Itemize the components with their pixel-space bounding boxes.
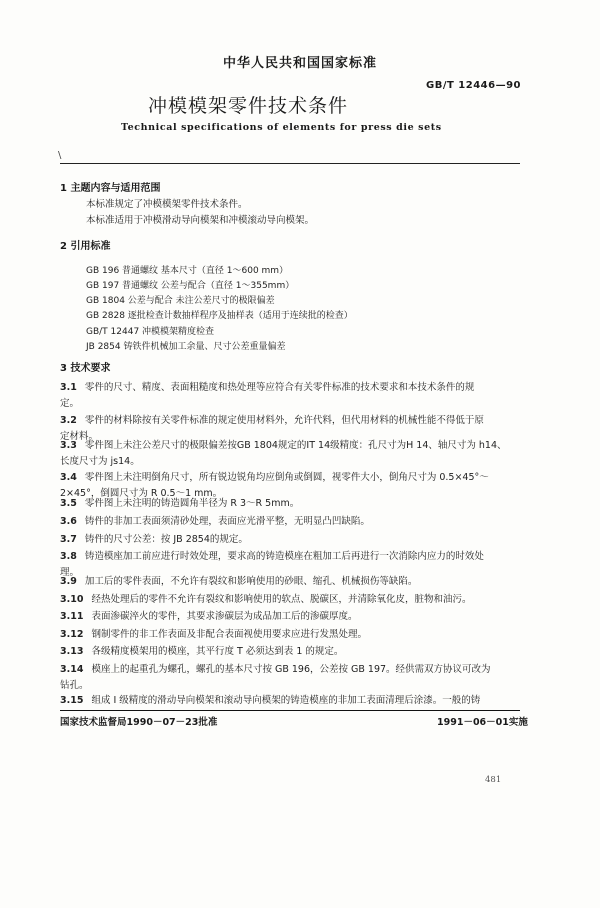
clause-number: 3.12 [60, 629, 84, 640]
margin-mark: \ [58, 150, 62, 161]
clause-continuation: 定材料。 [60, 431, 99, 442]
clause-line [60, 495, 299, 509]
referenced-standard: GB 1804 公差与配合 未注公差尺寸的极限偏差 [86, 296, 275, 306]
clause-continuation: 2×45°，倒圆尺寸为 R 0.5～1 mm。 [60, 488, 223, 499]
clause-number: 3.15 [60, 695, 84, 706]
clause-line [60, 379, 474, 393]
clause-text: 铸件的尺寸公差：按 JB 2854的规定。 [84, 534, 248, 545]
clause-line [60, 412, 484, 426]
section-2-heading: 2 引用标准 [60, 241, 111, 252]
footer-rule [60, 710, 520, 711]
clause-text: 组成 I 级精度的滑动导向模架和滚动导向模架的铸造模座的非加工表面清理后涂漆。一般的铸 [91, 695, 481, 706]
section-1-paragraph: 本标准规定了冲模模架零件技术条件。 [86, 199, 248, 210]
clause-number: 3.3 [60, 440, 77, 451]
referenced-standard: GB 197 普通螺纹 公差与配合（直径 1～355mm） [86, 281, 295, 291]
referenced-standard: GB 196 普通螺纹 基本尺寸（直径 1～600 mm） [86, 266, 289, 276]
clause-text: 铸造模座加工前应进行时效处理，要求高的铸造模座在粗加工后再进行一次消除内应力的时效处 [84, 551, 484, 562]
clause-text: 钢制零件的非工作表面及非配合表面视使用要求应进行发黑处理。 [91, 629, 367, 640]
standard-code: GB/T 12446—90 [426, 80, 521, 91]
clause-line [60, 626, 367, 640]
implementation-date: 1991－06－01实施 [437, 717, 528, 728]
clause-line [60, 573, 417, 587]
clause-text: 各级精度模架用的模座，其平行度 T 必须达到表 1 的规定。 [91, 646, 344, 657]
clause-text: 零件图上未注明倒角尺寸，所有锐边锐角均应倒角或倒圆，视零件大小，倒角尺寸为 0.5×45°～ [84, 472, 489, 483]
clause-text: 铸件的非加工表面须清砂处理，表面应光滑平整，无明显凸凹缺陷。 [84, 516, 370, 527]
clause-number: 3.1 [60, 382, 77, 393]
referenced-standard: GB/T 12447 冲模模架精度检查 [86, 327, 215, 337]
clause-line [60, 513, 370, 527]
clause-text: 零件的材料除按有关零件标准的规定使用材料外，允许代料，但代用材料的机械性能不得低于原 [84, 415, 484, 426]
referenced-standard: JB 2854 铸铁件机械加工余量、尺寸公差重量偏差 [86, 342, 286, 352]
clause-number: 3.10 [60, 594, 84, 605]
document-title-english: Technical specifications of elements for press die sets [121, 122, 442, 133]
clause-text: 零件图上未注公差尺寸的极限偏差按GB 1804规定的IT 14级精度：孔尺寸为H 14、轴尺寸为 h14、 [84, 440, 507, 451]
section-3-heading: 3 技术要求 [60, 363, 111, 374]
clause-number: 3.13 [60, 646, 84, 657]
clause-line [60, 469, 489, 483]
clause-line [60, 643, 343, 657]
clause-line [60, 661, 491, 675]
header-rule [60, 163, 520, 164]
clause-text: 零件的尺寸、精度、表面粗糙度和热处理等应符合有关零件标准的技术要求和本技术条件的规 [84, 382, 475, 393]
clause-text: 加工后的零件表面，不允许有裂纹和影响使用的砂眼、缩孔、机械损伤等缺陷。 [84, 576, 418, 587]
clause-continuation: 理。 [60, 567, 80, 578]
section-1-paragraph: 本标准适用于冲模滑动导向模架和冲模滚动导向模架。 [86, 215, 315, 226]
clause-text: 表面渗碳淬火的零件，其要求渗碳层为成品加工后的渗碳厚度。 [91, 611, 358, 622]
clause-line [60, 548, 484, 562]
clause-continuation: 长度尺寸为 js14。 [60, 456, 140, 467]
clause-text: 经热处理后的零件不允许有裂纹和影响使用的软点、脱碳区，并清除氧化皮，脏物和油污。 [91, 594, 472, 605]
section-1-heading: 1 主题内容与适用范围 [60, 183, 161, 194]
clause-number: 3.6 [60, 516, 77, 527]
approval-date: 国家技术监督局1990－07－23批准 [60, 717, 218, 728]
issuing-authority: 中华人民共和国国家标准 [222, 56, 377, 71]
clause-number: 3.5 [60, 498, 77, 509]
clause-line [60, 608, 357, 622]
referenced-standard: GB 2828 逐批检查计数抽样程序及抽样表（适用于连续批的检查） [86, 311, 353, 321]
clause-number: 3.8 [60, 551, 77, 562]
clause-number: 3.7 [60, 534, 77, 545]
clause-number: 3.4 [60, 472, 77, 483]
clause-line [60, 437, 507, 451]
document-title: 冲模模架零件技术条件 [148, 95, 349, 117]
clause-number: 3.2 [60, 415, 77, 426]
clause-text: 模座上的起重孔为螺孔，螺孔的基本尺寸按 GB 196，公差按 GB 197。经供需双方协议可改为 [91, 664, 491, 675]
clause-line [60, 531, 248, 545]
clause-continuation: 钻孔。 [60, 680, 89, 691]
clause-line [60, 692, 480, 706]
page-number: 481 [485, 775, 502, 785]
clause-continuation: 定。 [60, 398, 80, 409]
clause-number: 3.11 [60, 611, 84, 622]
clause-text: 零件图上未注明的铸造圆角半径为 R 3～R 5mm。 [84, 498, 300, 509]
clause-number: 3.9 [60, 576, 77, 587]
clause-number: 3.14 [60, 664, 84, 675]
clause-line [60, 591, 471, 605]
